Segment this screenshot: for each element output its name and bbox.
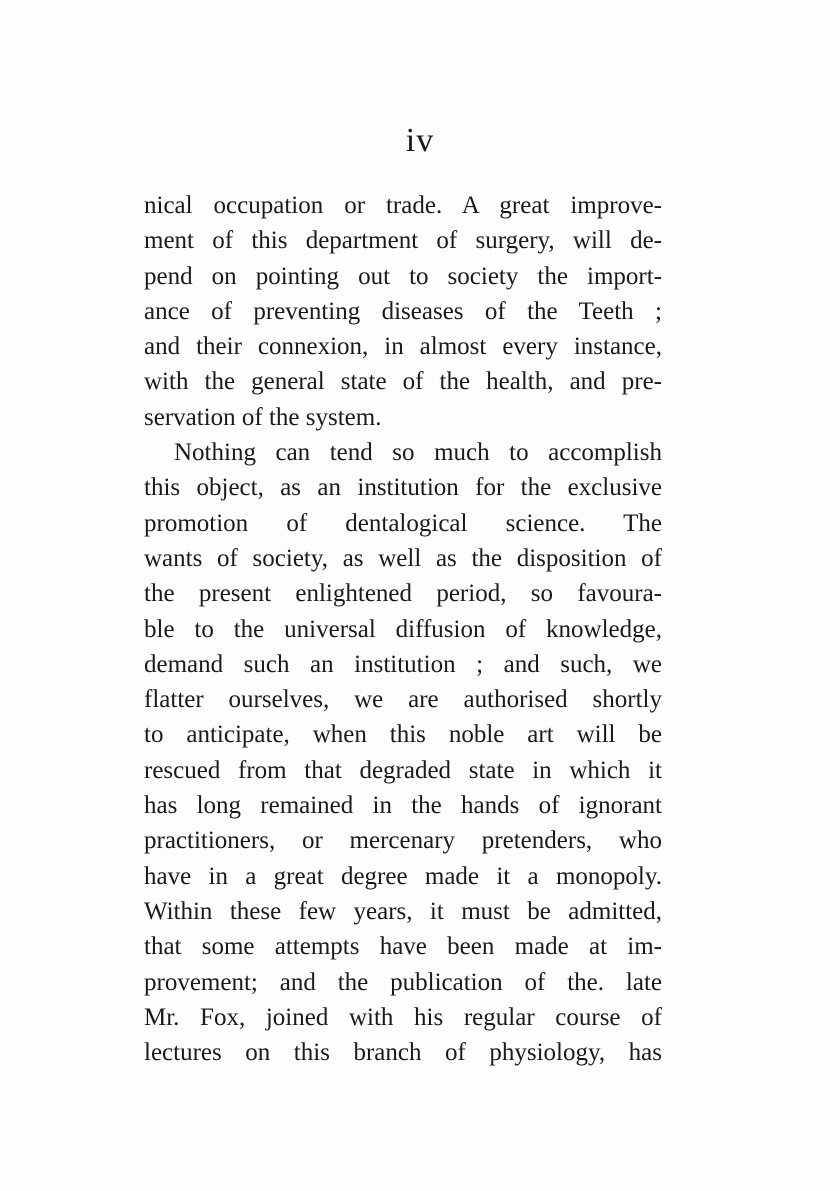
page-number: iv bbox=[405, 122, 435, 159]
text-line: ment of this department of surgery, will de- bbox=[144, 227, 662, 255]
text-line: the present enlightened period, so favoura- bbox=[144, 580, 662, 608]
text-line: and their connexion, in almost every instance, bbox=[144, 333, 662, 361]
text-line: servation of the system. bbox=[144, 403, 382, 431]
text-line: lectures on this branch of physiology, has bbox=[144, 1039, 662, 1067]
text-line: provement; and the publication of the. late bbox=[144, 968, 662, 996]
body-text bbox=[144, 188, 662, 1070]
text-line: Nothing can tend so much to accomplish bbox=[174, 439, 662, 467]
text-line: have in a great degree made it a monopoly. bbox=[144, 862, 662, 890]
text-line: demand such an institution ; and such, we bbox=[144, 650, 662, 678]
text-line: nical occupation or trade. A great improve- bbox=[144, 192, 662, 219]
text-line: ance of preventing diseases of the Teeth ; bbox=[144, 297, 662, 325]
text-line: Mr. Fox, joined with his regular course of bbox=[144, 1003, 662, 1031]
text-line: practitioners, or mercenary pretenders, who bbox=[144, 827, 662, 855]
text-line: this object, as an institution for the exclusive bbox=[144, 474, 662, 502]
text-line: with the general state of the health, and pre- bbox=[144, 368, 662, 396]
paragraph-1 bbox=[144, 188, 662, 435]
text-line: flatter ourselves, we are authorised shortly bbox=[144, 686, 662, 714]
text-line: that some attempts have been made at im- bbox=[144, 933, 662, 961]
text-line: wants of society, as well as the disposition of bbox=[144, 544, 662, 572]
text-line: pend on pointing out to society the import- bbox=[144, 262, 662, 290]
text-line: ble to the universal diffusion of knowledge, bbox=[144, 615, 662, 643]
text-line: to anticipate, when this noble art will be bbox=[144, 721, 662, 749]
text-line: has long remained in the hands of ignorant bbox=[144, 792, 662, 820]
paragraph-2 bbox=[144, 435, 662, 1070]
text-line: rescued from that degraded state in which it bbox=[144, 756, 662, 784]
text-line: promotion of dentalogical science. The bbox=[144, 509, 662, 537]
text-line: Within these few years, it must be admitted, bbox=[144, 897, 662, 925]
